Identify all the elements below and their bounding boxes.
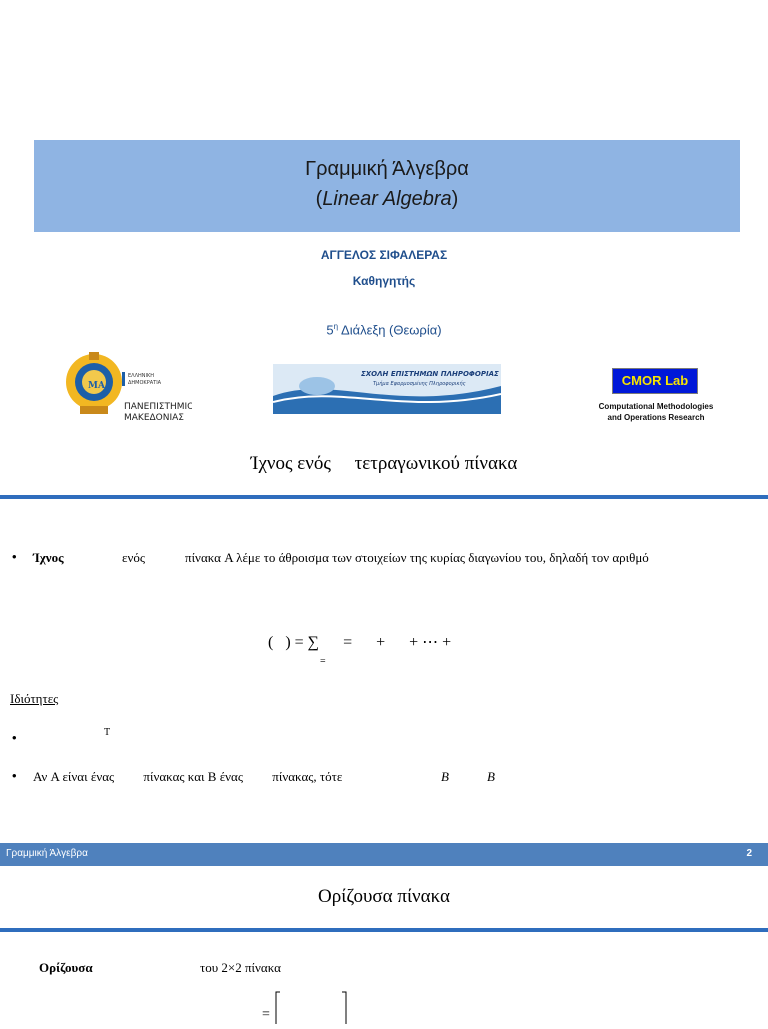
lecture-label: $5^\eta$ Διάλεξη (Θεωρία) xyxy=(326,322,442,338)
bullet3-text: Αν A είναι ένας πίνακας και B ένας πίνακας, τότε xyxy=(33,769,343,784)
bullet: • xyxy=(12,549,17,564)
bullet: • xyxy=(12,768,17,783)
svg-text:ΕΛΛΗΝΙΚΗ: ΕΛΛΗΝΙΚΗ xyxy=(128,373,155,379)
bullet: • xyxy=(12,730,17,745)
title-rule xyxy=(0,495,768,499)
cmor-subtitle-line1: Computational Methodologies xyxy=(598,402,714,411)
transpose-superscript: T xyxy=(104,727,111,738)
bullet1-word: ενός xyxy=(122,550,145,565)
properties-heading: Ιδιότητες xyxy=(10,691,59,706)
slide-title-determinant: Ορίζουσα πίνακα xyxy=(318,886,450,907)
course-title-english: (Linear Algebra) xyxy=(315,188,459,210)
footer-course: Γραμμική Άλγεβρα xyxy=(6,848,88,859)
page-number: 2 xyxy=(746,848,752,859)
cmor-subtitle-line2: and Operations Research xyxy=(607,413,705,422)
matrix-b-symbol: B xyxy=(441,769,449,784)
author-name: ΑΓΓΕΛΟΣ ΣΙΦΑΛΕΡΑΣ xyxy=(320,248,448,262)
matrix-bracket xyxy=(262,990,352,1024)
school-banner xyxy=(273,364,501,414)
slide-footer xyxy=(0,843,768,866)
title-rule xyxy=(0,928,768,932)
svg-text:=: = xyxy=(262,1007,270,1022)
svg-text:Τμήμα Εφαρμοσμένης Πληροφορική: Τμήμα Εφαρμοσμένης Πληροφορικής xyxy=(373,381,466,387)
title-band xyxy=(34,140,740,232)
svg-text:ΔΗΜΟΚΡΑΤΙΑ: ΔΗΜΟΚΡΑΤΙΑ xyxy=(128,380,162,386)
svg-text:ΜΑ: ΜΑ xyxy=(88,381,105,391)
cmor-lab-logo xyxy=(612,368,698,394)
globe-icon xyxy=(299,377,335,395)
university-of-macedonia-seal-icon xyxy=(62,346,192,426)
bullet1-text: πίνακα A λέμε το άθροισμα των στοιχείων της κυρίας διαγωνίου του, δηλαδή τον αριθμό xyxy=(185,550,649,565)
course-title: Γραμμική Άλγεβρα xyxy=(305,158,469,180)
trace-formula: ( ) = ∑ = + + ⋯ + xyxy=(268,634,452,651)
matrix-b-symbol: B xyxy=(487,769,495,784)
term-trace: Ίχνος xyxy=(33,550,64,565)
determinant-text: του 2×2 πίνακα xyxy=(200,960,281,975)
slide-title-trace: Ίχνος ενός τετραγωνικού πίνακα xyxy=(250,453,518,474)
author-role: Καθηγητής xyxy=(352,274,416,288)
svg-text:ΜΑΚΕΔΟΝΙΑΣ: ΜΑΚΕΔΟΝΙΑΣ xyxy=(124,413,184,423)
term-determinant: Ορίζουσα xyxy=(39,960,93,975)
svg-text:ΠΑΝΕΠΙΣΤΗΜΙΟ: ΠΑΝΕΠΙΣΤΗΜΙΟ xyxy=(124,402,192,412)
sum-index: = xyxy=(320,656,326,667)
svg-text:ΣΧΟΛΗ ΕΠΙΣΤΗΜΩΝ ΠΛΗΡΟΦΟΡΙΑΣ: ΣΧΟΛΗ ΕΠΙΣΤΗΜΩΝ ΠΛΗΡΟΦΟΡΙΑΣ xyxy=(361,370,499,378)
university-logo xyxy=(62,346,192,426)
cmor-lab-label: CMOR Lab xyxy=(621,373,689,388)
